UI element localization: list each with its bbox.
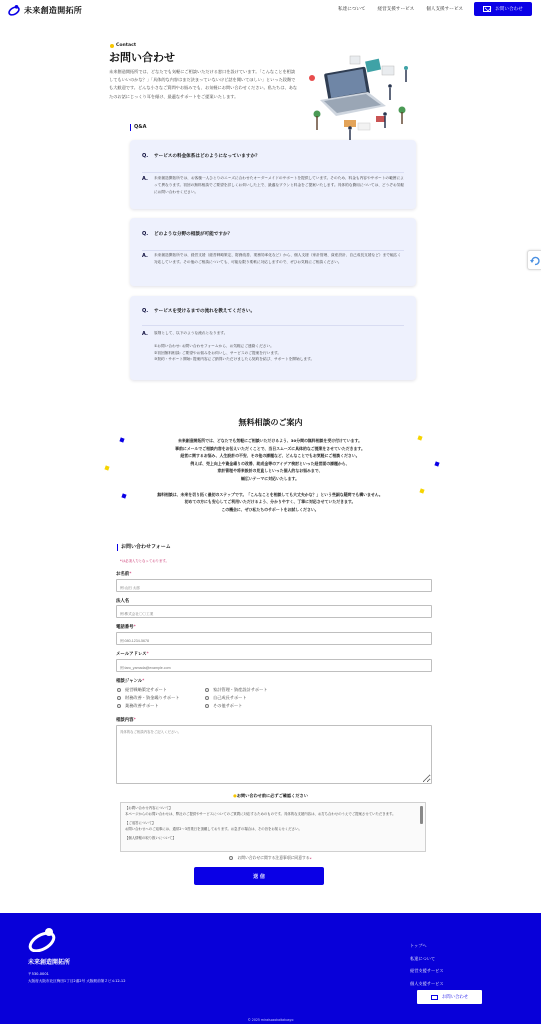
free-consult-line: 無料相談は、未来を切り拓く最初のステップです。「こんなことを相談しても大丈夫かな？」という些細な疑問でも構いません。	[157, 491, 383, 497]
free-consult-line: 家計管理や将来設計の見直しといった個人的なお悩みまで、	[217, 468, 323, 474]
a-mark: A.	[142, 253, 148, 259]
question-text: サービスを受けるまでの流れを教えてください。	[154, 308, 256, 314]
main-nav	[338, 6, 475, 12]
free-consult-body	[120, 437, 420, 513]
form-heading: お問い合わせフォーム	[117, 544, 171, 551]
logo-text: 未来創造開拓所	[24, 5, 83, 15]
footer-link-about[interactable]: 私達について	[410, 955, 436, 961]
email-input[interactable]	[116, 659, 432, 672]
company-label: 法人名	[116, 599, 130, 604]
agree-box[interactable]	[229, 856, 233, 860]
free-consult-line: 事前にメールでご相談内容をお伝えいただくことで、当日スムーズに具体的なご提案をさせていただきます。	[175, 445, 365, 451]
genre-option[interactable]: その他サポート	[205, 703, 242, 709]
intro-text: 未来創造開拓所では、どなたでも気軽にご相談いただける窓口を設けています。「こんなことを相談してもいいのかな？」「具体的な内容はまだ決まっていないけど話を聞いてほしい」といった段階でも大歓迎です。どんな小さなご質問やお悩みでも、お気軽にお問い合わせください。私たちは、あなたのお話にじっくり耳を傾け、最適なサポートをご提案いたします。	[109, 69, 298, 99]
genre-option[interactable]: 自己成長サポート	[205, 695, 247, 701]
name-input[interactable]	[116, 579, 432, 592]
content-textarea[interactable]	[116, 725, 432, 784]
privacy-title: ●お問い合わせ前に必ずご確認ください	[233, 793, 308, 798]
footer-link-top[interactable]: トップへ	[410, 943, 427, 948]
free-consult-line: 未来創造開拓所では、どなたでも気軽にご相談いただけるよう、30分間の無料相談を受け付けています。	[177, 438, 363, 443]
site-logo[interactable]	[8, 4, 82, 16]
site-header	[0, 0, 541, 20]
footer-logo-icon	[28, 926, 58, 952]
qa-heading: Q&A	[130, 124, 146, 131]
question-text: サービスの料金体系はどのようになっていますか？	[154, 154, 260, 159]
q-mark: Q.	[142, 231, 149, 237]
free-consult-title: 無料相談のご案内	[238, 418, 303, 427]
page-title: お問い合わせ	[109, 51, 175, 64]
genre-option[interactable]: 経営戦略策定サポート	[117, 687, 167, 693]
recaptcha-icon	[528, 251, 541, 271]
nav-item-business-services[interactable]: 経営支援サービス	[377, 7, 415, 12]
a-mark: A.	[142, 331, 148, 337]
mail-icon	[431, 995, 438, 1000]
name-label: お名前*	[116, 572, 132, 577]
qa-item	[130, 140, 416, 209]
qa-item	[130, 218, 416, 286]
agree-label: お問い合わせに関する注意事項に同意する	[237, 855, 310, 860]
qa-item	[130, 296, 416, 380]
answer-text: 未来創造開拓所では、お客様一人ひとりのニーズに合わせたオーダーメイドのサポートを提供しています。そのため、料金も内容やサポートの範囲によって異なります。初回の無料相談でご要望を詳しくお伺いした上で、最適なプランと料金をご提案いたします。具体的な費用については、どうぞお気軽にお問い合わせください。	[154, 176, 405, 194]
qa-question	[142, 296, 404, 326]
question-text: どのような分野の相談が可能ですか？	[154, 232, 233, 237]
content-label: 相談内容*	[116, 718, 136, 723]
decor-square	[419, 488, 424, 493]
required-note: *は必須入力となっております。	[120, 559, 169, 563]
submit-button[interactable]: 送 信	[194, 867, 324, 885]
header-contact-button[interactable]	[474, 2, 532, 16]
logo-icon	[8, 4, 20, 16]
genre-label: 相談ジャンル*	[116, 679, 145, 684]
nav-item-personal-services[interactable]: 個人支援サービス	[426, 7, 464, 12]
answer-step: ③契約・サポート開始: 提案内容にご納得いただけましたら契約を結び、サポートを開始します。	[154, 357, 315, 362]
agree-checkbox[interactable]: お問い合わせに関する注意事項に同意する *	[0, 855, 541, 861]
qa-question	[142, 218, 404, 251]
email-label: メールアドレス*	[116, 652, 149, 657]
qa-question	[142, 140, 404, 173]
qa-answer	[142, 252, 404, 266]
answer-text: 未来創造開拓所では、経営支援（経営戦略策定、財務改善、業務効率化など）から、個人支援（家計管理、資産設計、自己成長支援など）まで幅広く対応しています。その他のご相談についても、可能な限り柔軟に対応しますので、ぜひお気軽にご相談ください。	[154, 253, 402, 264]
header-contact-label: お問い合わせ	[495, 7, 523, 12]
free-consult-line: 経営に関するお悩み、人生設計の不安、その他の課題など、どんなことでもお気軽にご相談ください。	[180, 453, 360, 459]
footer-link-business[interactable]: 経営支援サービス	[410, 968, 444, 974]
mail-icon	[483, 6, 491, 12]
genre-option[interactable]: 財務改善・資金繰りサポート	[117, 695, 179, 701]
answer-step: ②初回無料相談: ご要望やお悩みをお伺いし、サービスのご提案を行います。	[154, 350, 282, 355]
yellow-dot-icon	[110, 44, 114, 48]
contact-illustration	[306, 50, 418, 142]
free-consult-line: 例えば、売上向上や資金繰りの改善、助成金等のアイデア検討といった経営面の課題から、	[190, 460, 350, 466]
free-consult-line: 初めての方にも安心してご利用いただけるよう、分かりやすく、丁寧に対応させていただきます。	[184, 499, 356, 505]
genre-option[interactable]: 家計管理・資産設計サポート	[205, 687, 267, 693]
answer-step: ①お問い合わせ: お問い合わせフォームから、お気軽にご連絡ください。	[154, 343, 274, 348]
contact-label-text: Contact	[116, 43, 137, 48]
free-consult-line: 幅広いテーマに対応いたします。	[240, 475, 300, 481]
privacy-scrollbar[interactable]	[420, 806, 423, 824]
phone-label: 電話番号*	[116, 625, 136, 630]
genre-option[interactable]: 業務改善サポート	[117, 703, 159, 709]
phone-input[interactable]	[116, 632, 432, 645]
q-mark: Q.	[142, 307, 149, 314]
answer-lead: 原則として、以下のような流れとなります。	[154, 331, 228, 335]
qa-answer	[142, 330, 404, 363]
footer-nav	[410, 940, 444, 990]
qa-answer	[142, 175, 404, 195]
answer-text	[154, 330, 404, 363]
copyright: © 2025 miraisozokaitakusyo	[247, 1018, 294, 1022]
footer-contact-button[interactable]: お問い合わせ	[417, 990, 482, 1004]
footer-address: 〒530-0001 大阪府大阪市北区梅田1丁目2番2号 大阪駅前第２ビル12-12	[28, 972, 126, 983]
footer-company-name: 未来創造開拓所	[28, 959, 71, 966]
recaptcha-badge[interactable]	[527, 250, 541, 270]
section-label	[110, 43, 136, 48]
nav-item-about[interactable]: 私達について	[338, 7, 366, 12]
free-consult-line: この機会に、ぜひ私たちのサポートをお試しください。	[221, 506, 319, 512]
decor-square	[434, 461, 439, 466]
q-mark: Q.	[142, 153, 149, 159]
footer-link-personal[interactable]: 個人支援サービス	[410, 980, 444, 986]
site-footer	[0, 913, 541, 1024]
privacy-notice-box[interactable]: 【お問い合わせ内容について】 本ページからのお問い合わせは、弊社のご提供やサービスについてのご質問に対応するためのものです。具体的な支援内容は、お打ち合わせのうえでご提案させていただきます。 【ご返答について】 お問い合わせへのご返事には、通常2〜3営業日を頂戴しております。お急ぎの場合は、その旨をお知らせください。 【個人情報の取り扱いについて】	[120, 802, 426, 852]
decor-square	[104, 465, 109, 470]
a-mark: A.	[142, 176, 148, 182]
company-input[interactable]	[116, 605, 432, 618]
